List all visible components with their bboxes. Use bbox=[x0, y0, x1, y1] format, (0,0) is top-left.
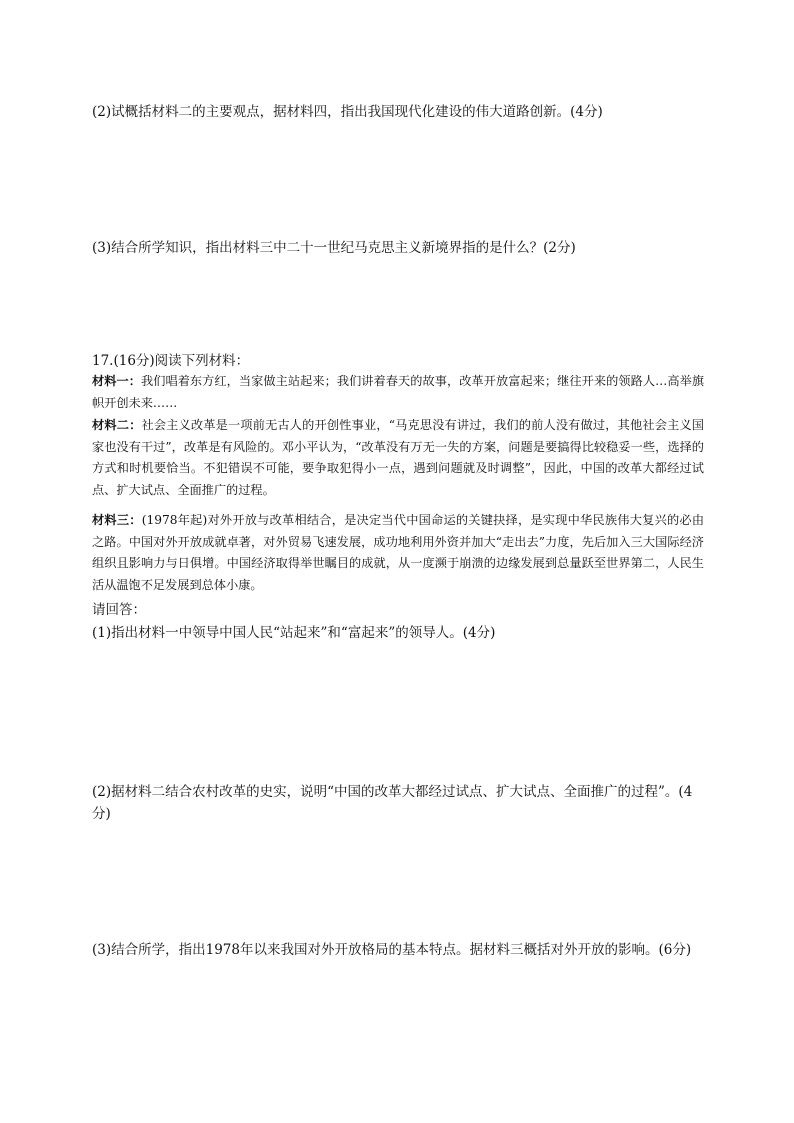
q17-header: 17.(16分)阅读下列材料： bbox=[92, 353, 250, 369]
material-three bbox=[92, 510, 704, 596]
q17-sub2-question: (2)据材料二结合农村改革的史实，说明“中国的改革大都经过试点、扩大试点、全面推广的过程”。(4分) bbox=[92, 784, 693, 822]
material-one-label: 材料一： bbox=[92, 374, 141, 388]
answer-prompt: 请回答： bbox=[92, 602, 146, 618]
material-one-text: 我们唱着东方红，当家做主站起来；我们讲着春天的故事，改革开放富起来；继往开来的领路人…高举旗帜开创未来…… bbox=[92, 374, 705, 410]
material-two-text: 社会主义改革是一项前无古人的开创性事业，“马克思没有讲过，我们的前人没有做过，其他社会主义国家也没有干过”，改革是有风险的。邓小平认为，“改革没有万无一失的方案，问题是要搞得比较稳妥一些，选择的方式和时机要恰当。不犯错误不可能，要争取犯得小一点，遇到问题就及时调整”，因此，中国的改革大都经过试点、扩大试点、全面推广的过程。 bbox=[92, 418, 704, 497]
q16-sub2-question: (2)试概括材料二的主要观点，据材料四，指出我国现代化建设的伟大道路创新。(4分) bbox=[92, 104, 603, 120]
q17-sub1-question: (1)指出材料一中领导中国人民“站起来”和“富起来”的领导人。(4分) bbox=[92, 625, 496, 641]
q17-sub3-question: (3)结合所学，指出1978年以来我国对外开放格局的基本特点。据材料三概括对外开放的影响。(6分) bbox=[92, 942, 692, 958]
material-one bbox=[92, 371, 704, 414]
q16-sub3-question: (3)结合所学知识，指出材料三中二十一世纪马克思主义新境界指的是什么？(2分) bbox=[92, 240, 576, 256]
material-two bbox=[92, 415, 704, 501]
material-three-text: (1978年起)对外开放与改革相结合，是决定当代中国命运的关键抉择，是实现中华民族伟大复兴的必由之路。中国对外开放成就卓著，对外贸易飞速发展，成功地利用外资并加大“走出去”力度，先后加入三大国际经济组织且影响力与日俱增。中国经济取得举世瞩目的成就，从一度濒于崩溃的边缘发展到总量跃至世界第二，人民生活从温饱不足发展到总体小康。 bbox=[92, 513, 705, 592]
material-two-label: 材料二： bbox=[92, 418, 142, 432]
material-three-label: 材料三： bbox=[92, 513, 142, 527]
